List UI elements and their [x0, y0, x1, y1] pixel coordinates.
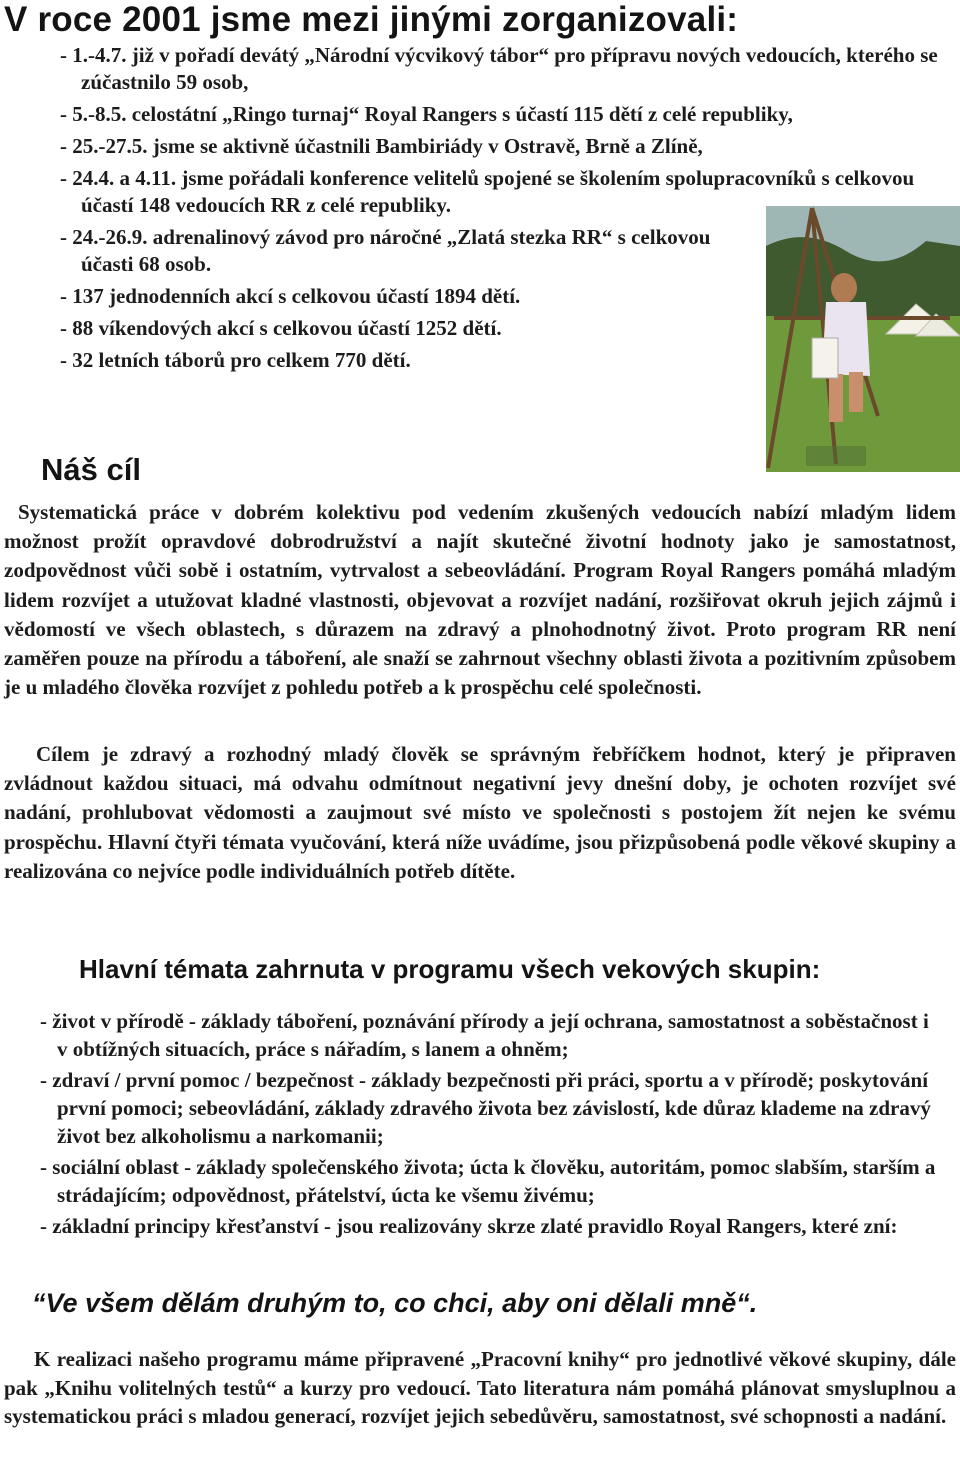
activity-item: - 137 jednodenních akcí s celkovou účastí 1894 dětí.	[60, 284, 521, 308]
goal-paragraph: Systematická práce v dobrém kolektivu pod vedením zkušených vedoucích nabízí mladým lidem možnost prožít opravdové dobrodružství a najít skutečné životní hodnoty jako je samostatnost, zodpovědnost vůči sobě i ostatním, vytrvalost a sebeovládání. Program Royal Rangers pomáhá mladým lidem rozvíjet a utužovat kladné vlastnosti, objevovat a rozvíjet nadání, rozšiřovat okruh jejich zájmů i vědomostí ve všech oblastech, s důrazem na zdravý a plnohodnotný život. Proto program RR není zaměřen pouze na přírodu a táboření, ale snaží se zahrnout všechny oblasti života a pozitivním způsobem je u mladého člověka rozvíjet z pohledu potřeb a k prospěchu celé společnosti.	[4, 500, 956, 700]
page-heading-2001: V roce 2001 jsme mezi jinými zorganizovali:	[4, 0, 739, 39]
themes-heading: Hlavní témata zahrnuta v programu všech vekových skupin:	[79, 954, 821, 984]
themes-list	[0, 1007, 960, 1243]
golden-rule-motto: “Ve všem dělám druhým to, co chci, aby oni dělali mně“.	[32, 1288, 758, 1318]
goal-paragraph: Cílem je zdravý a rozhodný mladý člověk se správným řebříčkem hodnot, který je připraven zvládnout každou situaci, má odvahu odmítnout negativní jevy dnešní doby, je ochoten rozvíjet své nadání, prohlubovat vědomosti a zaujmout své místo ve společnosti s postojem žít nejen ke svému prospěchu. Hlavní čtyři témata vyučování, která níže uvádíme, jsou přizpůsobená podle věkové skupiny a realizována co nejvíce podle individuálních potřeb dítěte.	[4, 742, 956, 883]
theme-item: - život v přírodě - základy táboření, poznávání přírody a její ochrana, samostatnost a soběstačnost i v obtížných situacích, práce s nářadím, s lanem a ohněm;	[40, 1009, 929, 1061]
activity-item: - 5.-8.5. celostátní „Ringo turnaj“ Royal Rangers s účastí 115 dětí z celé republiky,	[60, 102, 793, 126]
theme-item: - zdraví / první pomoc / bezpečnost - základy bezpečnosti při práci, sportu a v přírodě; poskytování první pomoci; sebeovládání, základy zdravého života bez závislostí, kde důraz klademe na zdravý život bez alkoholismu a narkomanii;	[40, 1068, 931, 1148]
closing-paragraph: K realizaci našeho programu máme připravené „Pracovní knihy“ pro jednotlivé věkové skupiny, dále pak „Knihu volitelných testů“ a kurzy pro vedoucí. Tato literatura nám pomáhá plánovat smysluplnou a systematickou práci s mladou generací, rozvíjet jejich sebedůvěru, samostatnost, své schopnosti a nadání.	[4, 1347, 956, 1428]
activity-item: - 1.-4.7. již v pořadí devátý „Národní výcvikový tábor“ pro přípravu nových vedoucích, kterého se zúčastnilo 59 osob,	[60, 43, 938, 94]
photo-shadow	[806, 446, 866, 466]
activity-item: - 24.4. a 4.11. jsme pořádali konference velitelů spojené se školením spolupracovníků s celkovou účastí 148 vedoucích RR z celé republiky.	[60, 166, 915, 217]
activity-item: - 88 víkendových akcí s celkovou účastí 1252 dětí.	[60, 316, 502, 340]
activity-item: - 24.-26.9. adrenalinový závod pro náročné „Zlatá stezka RR“ s celkovou účasti 68 osob.	[60, 225, 711, 276]
activity-item: - 32 letních táborů pro celkem 770 dětí.	[60, 348, 411, 372]
camp-photo	[766, 206, 960, 472]
theme-item: - sociální oblast - základy společenského života; úcta k člověku, autoritám, pomoc slabším, starším a strádajícím; odpovědnost, přátelství, úcta ke všemu živému;	[40, 1155, 936, 1207]
theme-item: - základní principy křesťanství - jsou realizovány skrze zlaté pravidlo Royal Rangers, které zní:	[40, 1214, 898, 1238]
goal-heading: Náš cíl	[41, 452, 141, 487]
activity-item: - 25.-27.5. jsme se aktivně účastnili Bambiriády v Ostravě, Brně a Zlíně,	[60, 134, 703, 158]
